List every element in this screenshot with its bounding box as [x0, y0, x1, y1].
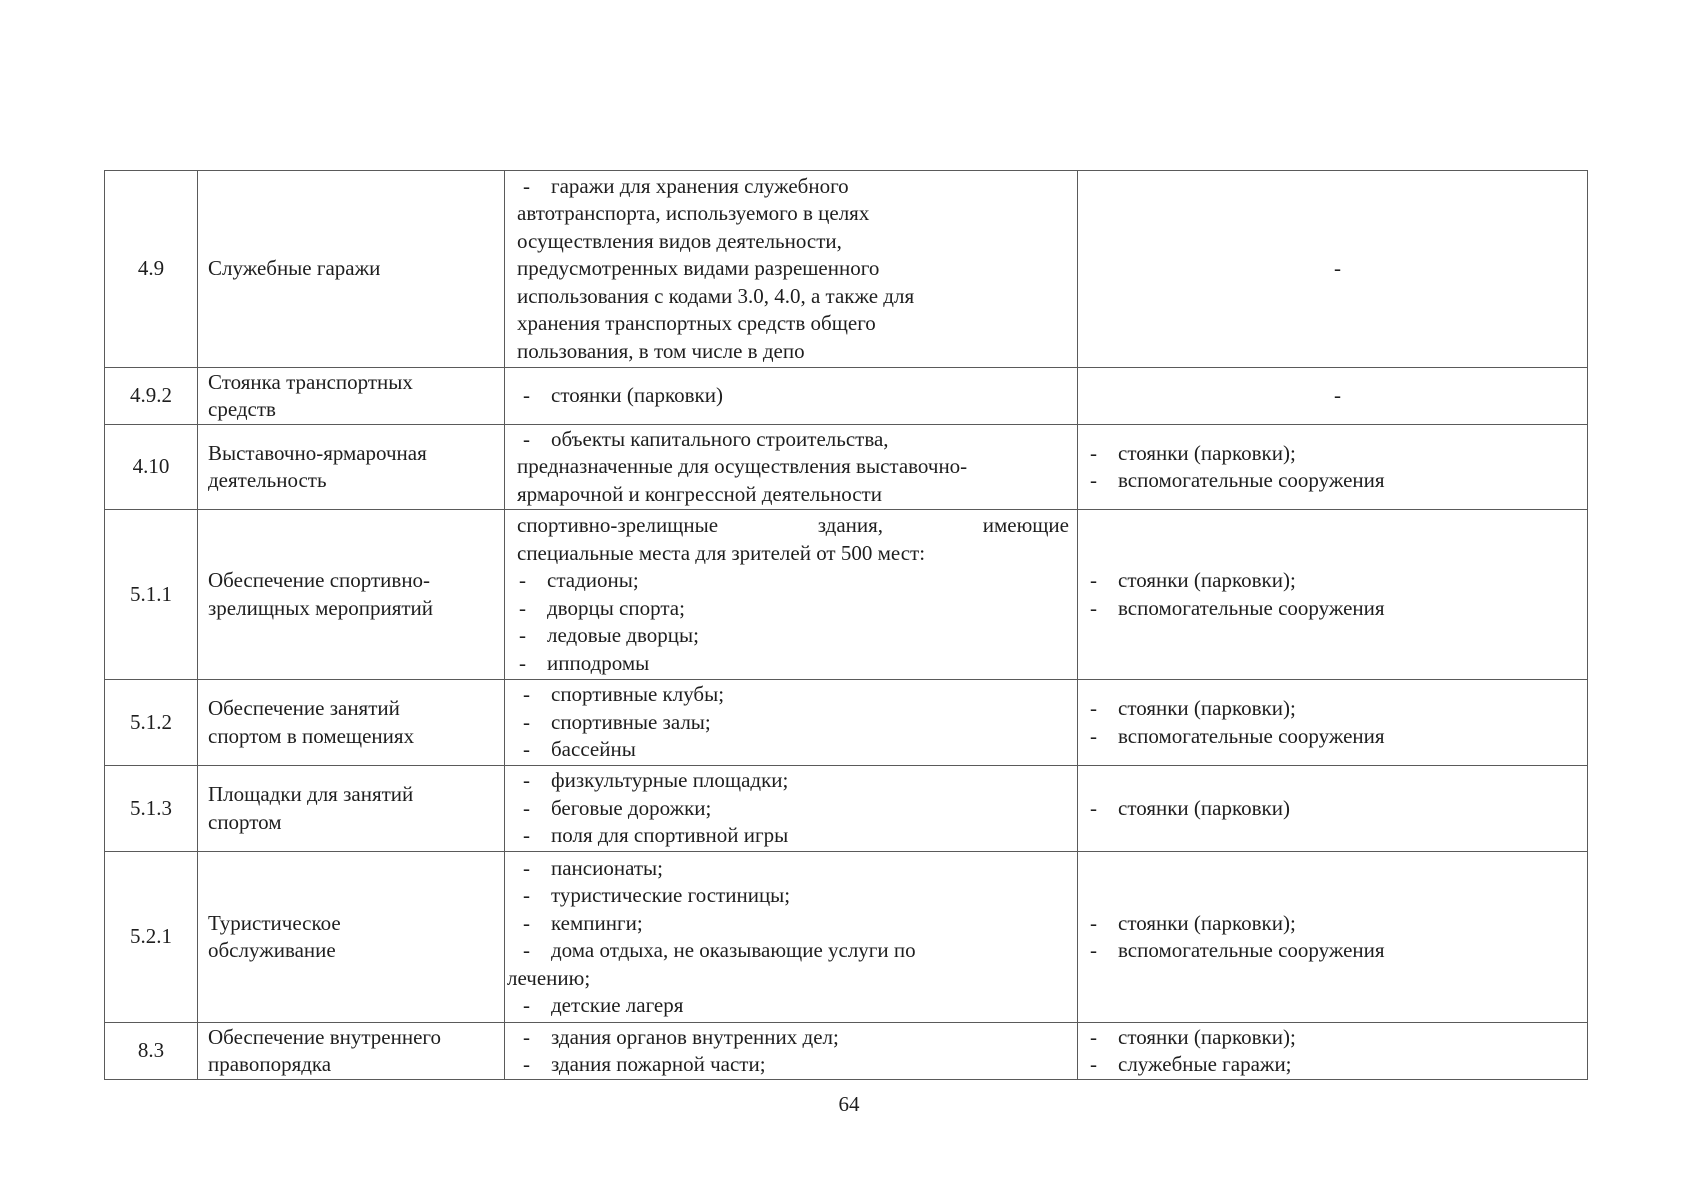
table-row — [105, 510, 1588, 680]
main-uses-cell — [505, 680, 1078, 766]
main-use-text: стадионы; — [547, 568, 639, 592]
land-use-table — [104, 170, 1588, 1080]
auxiliary-uses-cell — [1078, 171, 1588, 368]
bullet-dash: - — [523, 426, 530, 451]
main-use-text: туристические гостиницы; — [551, 883, 791, 907]
use-code: 4.9 — [137, 256, 165, 281]
bullet-dash: - — [523, 383, 530, 408]
use-code: 5.1.1 — [130, 581, 172, 606]
use-code-cell — [105, 852, 198, 1023]
main-uses-cell — [505, 510, 1078, 680]
auxiliary-use-text: стоянки (парковки); — [1118, 440, 1296, 465]
main-use-text: ипподромы — [547, 650, 650, 675]
bullet-dash: - — [523, 768, 530, 793]
auxiliary-use-item — [1088, 695, 1587, 723]
empty-dash: - — [1334, 383, 1341, 408]
main-use-item — [517, 681, 1069, 709]
auxiliary-use-item — [1088, 1024, 1587, 1052]
use-name-line: деятельность — [208, 468, 327, 492]
bullet-dash: - — [1090, 938, 1097, 962]
auxiliary-use-text: стоянки (парковки); — [1118, 1024, 1296, 1049]
use-name-line: зрелищных мероприятий — [208, 595, 434, 620]
auxiliary-use-item — [1088, 795, 1587, 823]
main-use-text: ледовые дворцы; — [547, 623, 699, 647]
main-use-item — [517, 650, 1069, 678]
auxiliary-use-item — [1088, 937, 1587, 965]
bullet-dash: - — [519, 623, 526, 647]
bullet-dash: - — [519, 650, 526, 675]
main-use-item — [517, 822, 1069, 850]
main-use-item — [517, 453, 1069, 481]
main-use-text: автотранспорта, используемого в целях — [517, 201, 870, 226]
auxiliary-use-text: стоянки (парковки) — [1118, 795, 1290, 820]
main-use-item — [517, 736, 1069, 764]
use-code: 5.1.3 — [130, 795, 172, 820]
main-use-text: спортивные залы; — [551, 709, 711, 734]
auxiliary-uses-cell — [1078, 680, 1588, 766]
bullet-dash: - — [523, 993, 530, 1017]
main-use-text: стоянки (парковки) — [551, 383, 723, 408]
use-name-cell — [198, 766, 505, 852]
main-use-text: использования с кодами 3.0, 4.0, а также для — [517, 283, 915, 308]
auxiliary-use-text: вспомогательные сооружения — [1118, 723, 1385, 748]
use-name-line: Туристическое — [208, 910, 341, 935]
main-use-text: здания пожарной части; — [551, 1052, 766, 1076]
main-use-item — [517, 992, 1069, 1020]
auxiliary-use-item — [1088, 440, 1587, 468]
use-name-line: Обеспечение внутреннего — [208, 1024, 441, 1049]
main-use-text: пользования, в том числе в депо — [517, 338, 805, 363]
bullet-dash: - — [523, 823, 530, 848]
main-use-text: кемпинги; — [551, 910, 643, 935]
main-use-item — [517, 173, 1069, 201]
use-code: 5.1.2 — [130, 709, 172, 734]
bullet-dash: - — [523, 938, 530, 962]
auxiliary-uses-cell — [1078, 766, 1588, 852]
main-use-item — [517, 310, 1069, 338]
main-use-item — [517, 767, 1069, 795]
main-use-item — [517, 910, 1069, 938]
main-use-item — [517, 882, 1069, 910]
auxiliary-use-text: стоянки (парковки); — [1118, 910, 1296, 935]
bullet-dash: - — [523, 1052, 530, 1076]
auxiliary-use-item — [1088, 1051, 1587, 1079]
auxiliary-use-item — [1088, 910, 1587, 938]
main-use-item — [517, 595, 1069, 623]
empty-dash: - — [1334, 256, 1341, 281]
main-use-item — [517, 283, 1069, 311]
use-name-line: обслуживание — [208, 938, 336, 962]
auxiliary-uses-cell — [1078, 1023, 1588, 1080]
bullet-dash: - — [1090, 1024, 1097, 1049]
bullet-dash: - — [523, 682, 530, 707]
bullet-dash: - — [519, 595, 526, 620]
main-use-item — [517, 200, 1069, 228]
use-name-line: спортом — [208, 809, 282, 834]
main-use-text: бассейны — [551, 737, 636, 762]
auxiliary-use-text: вспомогательные сооружения — [1118, 595, 1385, 620]
use-name-line: Площадки для занятий — [208, 782, 414, 806]
bullet-dash: - — [519, 568, 526, 592]
main-uses-cell — [505, 852, 1078, 1023]
main-uses-cell — [505, 766, 1078, 852]
table-row — [105, 171, 1588, 368]
use-name-line: Служебные гаражи — [208, 256, 381, 281]
bullet-dash: - — [523, 883, 530, 907]
bullet-dash: - — [523, 737, 530, 762]
main-use-text: детские лагеря — [551, 993, 684, 1017]
use-code: 4.9.2 — [130, 383, 172, 408]
main-use-item — [507, 965, 1069, 993]
main-use-item — [517, 795, 1069, 823]
main-uses-cell — [505, 1023, 1078, 1080]
use-code-cell — [105, 766, 198, 852]
bullet-dash: - — [1090, 723, 1097, 748]
auxiliary-use-text: вспомогательные сооружения — [1118, 938, 1385, 962]
auxiliary-use-item — [1088, 723, 1587, 751]
table-row — [105, 766, 1588, 852]
use-code: 5.2.1 — [130, 924, 172, 949]
auxiliary-use-item — [1088, 595, 1587, 623]
auxiliary-use-text: служебные гаражи; — [1118, 1052, 1292, 1076]
use-name-cell — [198, 510, 505, 680]
use-code-cell — [105, 171, 198, 368]
bullet-dash: - — [1090, 440, 1097, 465]
use-code: 8.3 — [137, 1038, 165, 1063]
use-code-cell — [105, 1023, 198, 1080]
use-name-cell — [198, 368, 505, 425]
main-use-item — [517, 622, 1069, 650]
main-use-item — [517, 338, 1069, 366]
bullet-dash: - — [1090, 696, 1097, 720]
use-name-line: Обеспечение занятий — [208, 696, 400, 720]
auxiliary-use-item — [1088, 467, 1587, 495]
bullet-dash: - — [523, 795, 530, 820]
main-use-text: осуществления видов деятельности, — [517, 228, 842, 253]
main-use-item — [517, 709, 1069, 737]
use-code-cell — [105, 368, 198, 425]
auxiliary-uses-cell — [1078, 425, 1588, 510]
auxiliary-uses-cell — [1078, 368, 1588, 425]
main-use-text: предназначенные для осуществления выставочно- — [517, 454, 968, 479]
main-use-text: предусмотренных видами разрешенного — [517, 256, 880, 281]
main-use-text: ярмарочной и конгрессной деятельности — [517, 481, 882, 506]
bullet-dash: - — [523, 910, 530, 935]
table-row — [105, 680, 1588, 766]
use-name-line: Обеспечение спортивно- — [208, 568, 431, 592]
use-name-line: Выставочно-ярмарочная — [208, 440, 427, 465]
bullet-dash: - — [1090, 595, 1097, 620]
main-use-text: пансионаты; — [551, 855, 663, 880]
table-row — [105, 1023, 1588, 1080]
bullet-dash: - — [1090, 468, 1097, 492]
auxiliary-use-item — [1088, 567, 1587, 595]
use-name-line: Стоянка транспортных — [208, 369, 413, 394]
main-use-text: специальные места для зрителей от 500 мест: — [517, 540, 926, 565]
main-uses-intro — [517, 512, 1069, 540]
auxiliary-use-text: вспомогательные сооружения — [1118, 468, 1385, 492]
main-use-item — [517, 540, 1069, 568]
main-use-item — [517, 937, 1069, 965]
main-use-text: хранения транспортных средств общего — [517, 311, 876, 336]
bullet-dash: - — [1090, 1052, 1097, 1076]
bullet-dash: - — [1090, 795, 1097, 820]
main-use-item — [517, 1024, 1069, 1052]
main-use-text: спортивные клубы; — [551, 682, 725, 707]
auxiliary-use-text: стоянки (парковки); — [1118, 696, 1296, 720]
page-number: 64 — [838, 1092, 860, 1116]
main-uses-cell — [505, 425, 1078, 510]
use-code-cell — [105, 680, 198, 766]
main-use-text: лечению; — [507, 965, 591, 990]
main-use-item — [517, 1051, 1069, 1079]
use-name-line: средств — [208, 397, 276, 421]
use-name-cell — [198, 171, 505, 368]
auxiliary-uses-cell — [1078, 852, 1588, 1023]
table-row — [105, 852, 1588, 1023]
table-row — [105, 425, 1588, 510]
use-name-cell — [198, 852, 505, 1023]
main-use-item — [517, 382, 1069, 410]
main-use-item — [517, 855, 1069, 883]
main-use-text: здания органов внутренних дел; — [551, 1024, 839, 1049]
use-name-cell — [198, 425, 505, 510]
main-use-text: гаражи для хранения служебного — [551, 173, 849, 198]
main-use-text: беговые дорожки; — [551, 795, 712, 820]
use-code: 4.10 — [132, 454, 170, 479]
main-uses-cell — [505, 368, 1078, 425]
main-use-item — [517, 481, 1069, 509]
use-name-cell — [198, 1023, 505, 1080]
bullet-dash: - — [1090, 910, 1097, 935]
use-name-line: правопорядка — [208, 1052, 332, 1076]
intro-word: спортивно-зрелищные — [517, 513, 719, 537]
main-use-text: дома отдыха, не оказывающие услуги по — [551, 938, 916, 962]
main-use-item — [517, 567, 1069, 595]
main-use-item — [517, 228, 1069, 256]
bullet-dash: - — [523, 1024, 530, 1049]
intro-word: здания, — [817, 513, 884, 537]
bullet-dash: - — [1090, 568, 1097, 592]
table-row — [105, 368, 1588, 425]
bullet-dash: - — [523, 709, 530, 734]
use-name-cell — [198, 680, 505, 766]
bullet-dash: - — [523, 855, 530, 880]
use-code-cell — [105, 510, 198, 680]
auxiliary-uses-cell — [1078, 510, 1588, 680]
main-use-text: объекты капитального строительства, — [551, 426, 889, 451]
main-use-text: физкультурные площадки; — [551, 768, 789, 793]
main-use-text: поля для спортивной игры — [551, 823, 789, 848]
use-code-cell — [105, 425, 198, 510]
main-use-item — [517, 426, 1069, 454]
intro-word: имеющие — [982, 513, 1069, 537]
bullet-dash: - — [523, 173, 530, 198]
auxiliary-use-text: стоянки (парковки); — [1118, 568, 1296, 592]
main-use-item — [517, 255, 1069, 283]
use-name-line: спортом в помещениях — [208, 723, 415, 748]
main-use-text: дворцы спорта; — [547, 595, 685, 620]
main-uses-cell — [505, 171, 1078, 368]
